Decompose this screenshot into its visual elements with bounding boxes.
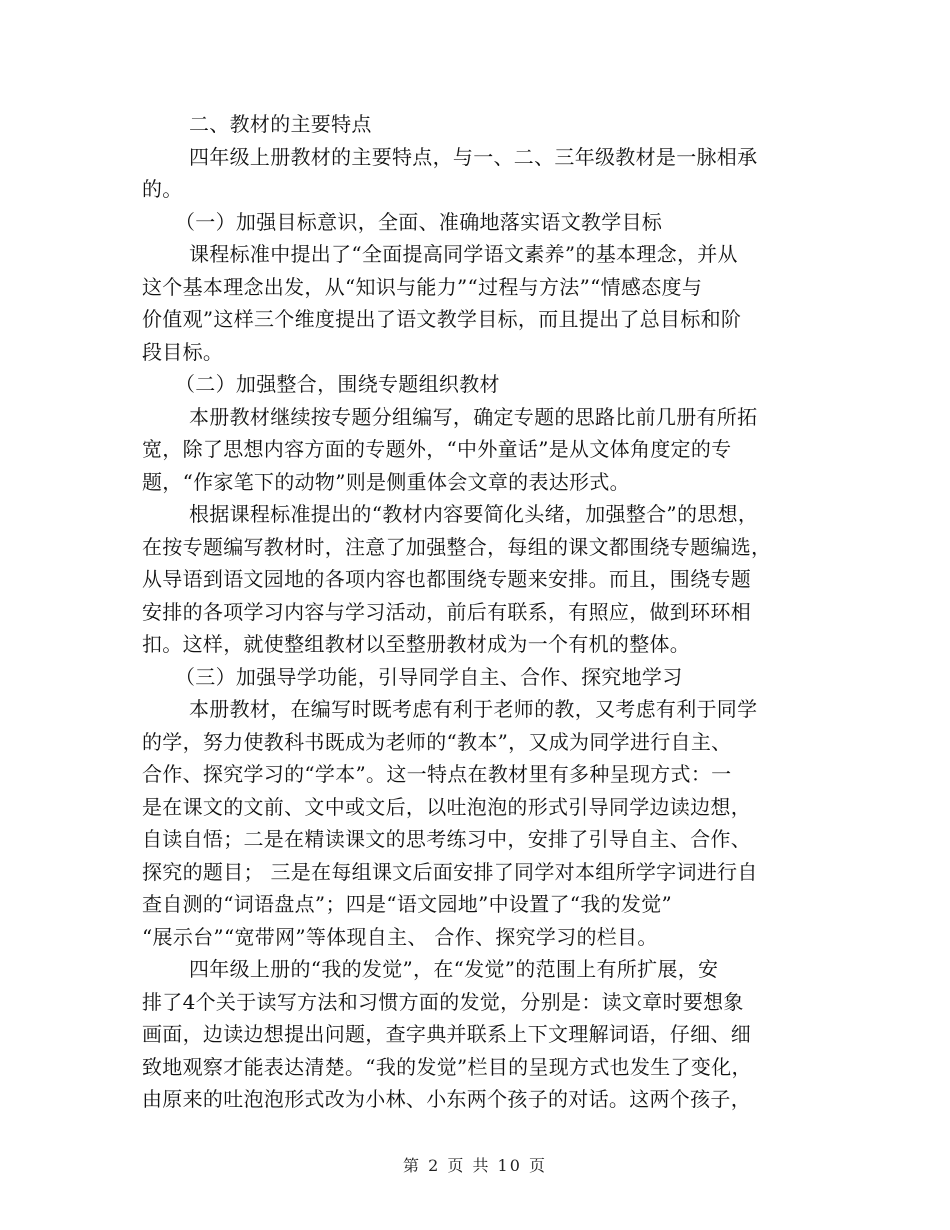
text-line: 四年级上册的“我的发觉”，在“发觉”的范围上有所扩展，安 <box>189 957 719 981</box>
text-line: 致地观察才能表达清楚。“我的发觉”栏目的呈现方式也发生了变化， <box>142 1054 752 1079</box>
text-line: 宽，除了思想内容方面的专题外，“中外童话”是从文体角度定的专 <box>142 437 732 461</box>
text-line: 合作、探究学习的“学本”。这一特点在教材里有多种呈现方式：一 <box>142 762 732 786</box>
text-line: 查自测的“词语盘点”；四是“语文园地”中设置了“我的发觉” <box>142 892 673 916</box>
text-line: （二）加强整合，围绕专题组织教材 <box>175 372 500 396</box>
text-line: 本册教材，在编写时既考虑有利于老师的教，又考虑有利于同学 <box>189 697 758 721</box>
text-line: 扣。这样，就使整组教材以至整册教材成为一个有机的整体。 <box>142 632 691 656</box>
text-line: 本册教材继续按专题分组编写，确定专题的思路比前几册有所拓 <box>189 404 758 429</box>
text-line: 这个基本理念出发，从“知识与能力”“过程与方法”“情感态度与 <box>142 274 703 299</box>
text-line: 是在课文的文前、文中或文后，以吐泡泡的形式引导同学边读边想， <box>142 794 751 819</box>
document-body <box>142 108 808 1116</box>
page-footer: 第 2 页 共 10 页 <box>403 1156 547 1175</box>
text-line: 在按专题编写教材时，注意了加强整合，每组的课文都围绕专题编选， <box>142 534 772 559</box>
text-line: 根据课程标准提出的“教材内容要简化头绪，加强整合”的思想， <box>189 502 759 526</box>
text-line: （一）加强目标意识，全面、准确地落实语文教学目标 <box>175 209 663 234</box>
text-line: 价值观”这样三个维度提出了语文教学目标，而且提出了总目标和阶 <box>142 307 742 331</box>
text-line: （三）加强导学功能，引导同学自主、合作、探究地学习 <box>175 664 683 689</box>
text-line: 题，“作家笔下的动物”则是侧重体会文章的表达形式。 <box>142 469 630 494</box>
text-line: 的学，努力使教科书既成为老师的“教本”，又成为同学进行自主、 <box>142 729 732 754</box>
text-line: 探究的题目； 三是在每组课文后面安排了同学对本组所学字词进行自 <box>142 859 758 884</box>
text-line: 画面，边读边想提出问题，查字典并联系上下文理解词语，仔细、细 <box>142 1022 751 1046</box>
text-line: 二、教材的主要特点 <box>189 112 372 136</box>
text-line: “展示台”“宽带网”等体现自主、 合作、探究学习的栏目。 <box>142 924 658 949</box>
text-line: 段目标。 <box>142 339 224 364</box>
text-line: 安排的各项学习内容与学习活动，前后有联系，有照应，做到环环相 <box>142 599 751 624</box>
text-line: 排了4个关于读写方法和习惯方面的发觉，分别是：读文章时要想象 <box>142 989 744 1014</box>
text-line: 由原来的吐泡泡形式改为小林、小东两个孩子的对话。这两个孩子， <box>142 1087 751 1111</box>
text-line: 四年级上册教材的主要特点，与一、二、三年级教材是一脉相承 <box>189 144 758 169</box>
text-line: 从导语到语文园地的各项内容也都围绕专题来安排。而且，围绕专题 <box>142 567 751 591</box>
text-line: 自读自悟；二是在精读课文的思考练习中，安排了引导自主、合作、 <box>142 827 751 851</box>
text-line: 的。 <box>142 177 183 201</box>
text-line: 课程标准中提出了“全面提高同学语文素养”的基本理念，并从 <box>189 242 738 266</box>
